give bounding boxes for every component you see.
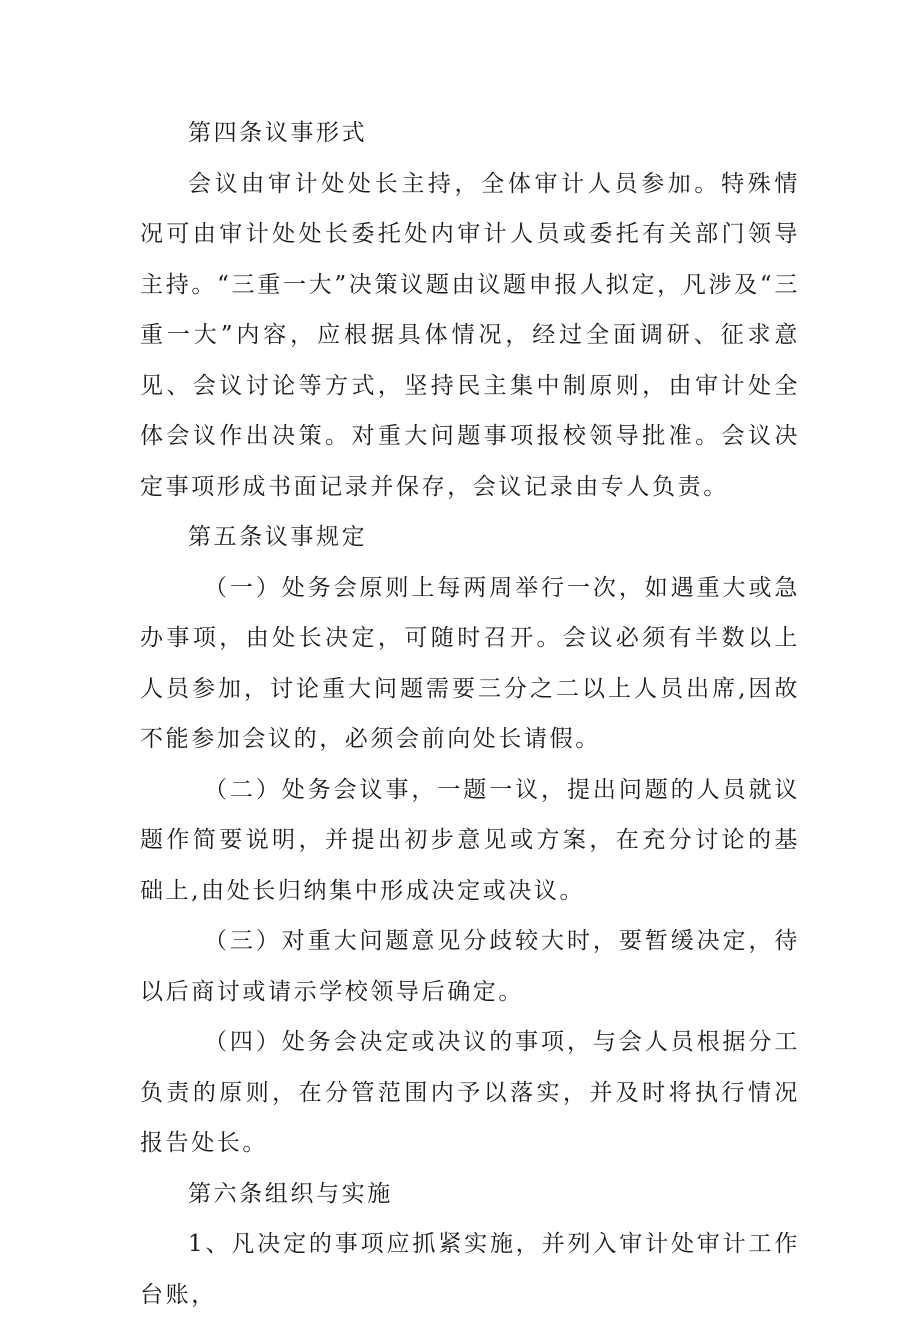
article-5-heading: 第五条议事规定 [188, 524, 368, 550]
article-6-item-1: 1、凡决定的事项应抓紧实施，并列入审计处审计工作台账， [140, 1231, 800, 1308]
article-5-item-3: （三）对重大问题意见分歧较大时，要暂缓决定，待以后商讨或请示学校领导后确定。 [140, 928, 800, 1005]
article-6-heading: 第六条组织与实施 [188, 1180, 393, 1207]
article-5-item-1: （一）处务会原则上每两周举行一次，如遇重大或急办事项，由处长决定，可随时召开。会议必须有半数以上人员参加，讨论重大问题需要三分之二以上人员出席,因故不能参加会议的，必须会前向处长请假。 [140, 574, 800, 752]
article-4-heading: 第四条议事形式 [188, 120, 368, 146]
article-4-body: 会议由审计处处长主持，全体审计人员参加。特殊情况可由审计处处长委托处内审计人员或委托有关部门领导主持。“三重一大”决策议题由议题申报人拟定，凡涉及“三重一大”内容，应根据具体情况，经过全面调研、征求意见、会议讨论等方式，坚持民主集中制原则，由审计处全体会议作出决策。对重大问题事项报校领导批准。会议决定事项形成书面记录并保存，会议记录由专人负责。 [140, 170, 800, 500]
document-body [140, 108, 800, 1320]
article-5-item-4: （四）处务会决定或决议的事项，与会人员根据分工负责的原则，在分管范围内予以落实，并及时将执行情况报告处长。 [140, 1029, 800, 1156]
article-5-item-2: （二）处务会议事，一题一议，提出问题的人员就议题作简要说明，并提出初步意见或方案，在充分讨论的基础上,由处长归纳集中形成决定或决议。 [140, 776, 800, 904]
